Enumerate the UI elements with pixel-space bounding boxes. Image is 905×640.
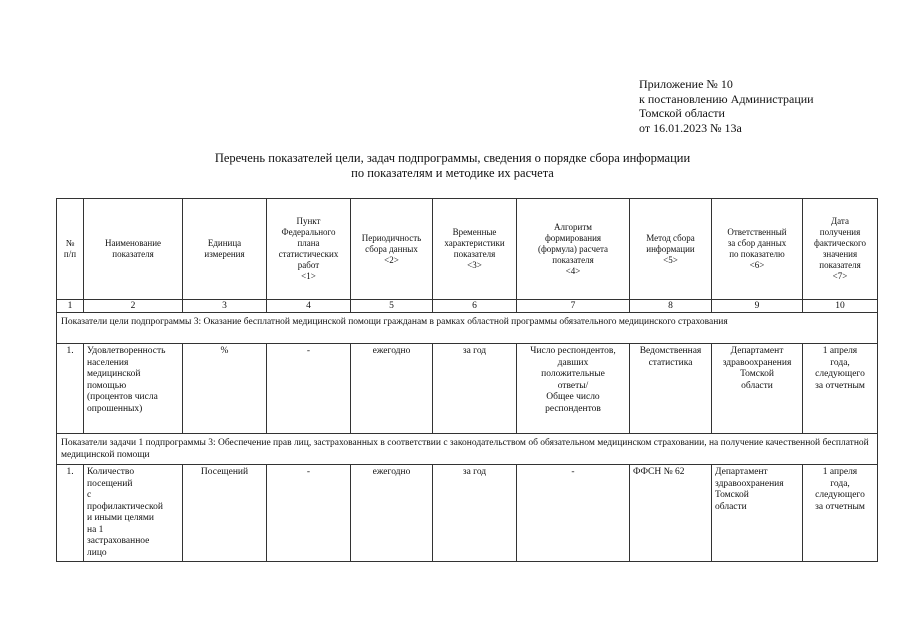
cell-line: посещений [87,478,133,489]
section-title: Показатели задачи 1 подпрограммы 3: Обеспечение прав лиц, застрахованных в соответствии с законодательством об обязательном медицинском страховании, на получение качественной бесплатной медицинской помощи [57,434,878,465]
cell-line: показателя [112,249,154,259]
indicator-name [84,465,183,562]
appendix-line: Томской области [639,106,725,120]
title-line: по показателям и методике их расчета [351,166,554,180]
period-cell: ежегодно [351,465,433,562]
cell-line: <1> [301,271,316,281]
cell-line: здравоохранения [722,357,792,368]
cell-line: получения [819,227,861,237]
cell-line: Ведомственная [639,346,702,356]
cell-line: за отчетным [815,380,865,391]
header-cell [57,199,84,300]
table-header-row [57,199,878,300]
row-number: 1. [57,465,84,562]
appendix-line: Приложение № 10 [639,77,733,91]
column-number: 4 [267,300,351,313]
cell-line: Департамент [715,467,768,477]
header-cell [712,199,803,300]
responsible-cell [712,465,803,562]
cell-line: 1 апреля [822,467,858,477]
cell-line: информации [646,243,695,254]
cell-line: Единица [207,238,242,248]
cell-line: Временные [452,227,497,237]
cell-line: формирования [544,232,602,243]
header-cell [803,199,878,300]
cell-line: плана [297,238,320,248]
section-row [57,313,878,344]
column-number: 2 [84,300,183,313]
cell-line: области [741,380,773,391]
appendix-line: от 16.01.2023 № 13а [639,120,742,135]
cell-line: года, [830,478,850,489]
header-cell [630,199,712,300]
indicator-name [84,344,183,434]
cell-line: Федерального [281,227,336,237]
column-number: 9 [712,300,803,313]
cell-line: Томской [740,369,774,379]
cell-line: Удовлетворенность [87,346,166,356]
cell-line: Число респондентов, [530,346,616,356]
unit-cell: Посещений [183,465,267,562]
column-numbers-row [57,300,878,313]
header-cell [351,199,433,300]
column-number: 6 [433,300,517,313]
period-cell: ежегодно [351,344,433,434]
column-number: 5 [351,300,433,313]
cell-line: <2> [384,254,399,265]
cell-line: Количество [87,467,135,477]
column-number: 7 [517,300,630,313]
cell-line: за сбор данных [727,238,787,248]
cell-line: лицо [87,547,107,558]
cell-line: опрошенных) [87,403,143,414]
cell-line: помощью [87,380,127,391]
cell-line: № [65,238,75,248]
cell-line: года, [830,357,850,368]
table-row [57,344,878,434]
cell-line: <7> [832,271,848,281]
header-cell [433,199,517,300]
date-cell [803,465,878,562]
cell-line: здравоохранения [715,478,784,489]
cell-line: населения [87,357,129,368]
cell-line: медицинской [87,369,141,379]
cell-line: Томской [715,490,749,500]
row-number: 1. [57,344,84,434]
column-number: 8 [630,300,712,313]
cell-line: <4> [565,265,581,276]
cell-line: с [87,490,92,500]
cell-line: Наименование [104,238,162,248]
cell-line: работ [297,260,320,270]
date-cell [803,344,878,434]
cell-line: Пункт [296,216,321,226]
method-cell [630,344,712,434]
cell-line: за отчетным [815,501,865,512]
responsible-cell [712,344,803,434]
cell-line: значения [822,249,858,259]
cell-line: респондентов [545,403,601,414]
cell-line: положительные [541,369,605,379]
cell-line: профилактической [87,501,163,512]
appendix-line: к постановлению Администрации [639,91,814,106]
column-number: 3 [183,300,267,313]
cell-line: следующего [815,369,865,379]
cell-line: и иными целями [87,513,154,523]
cell-line: <5> [663,254,678,265]
header-cell [84,199,183,300]
cell-line: по показателю [729,249,785,259]
cell-line: показателя [552,254,594,265]
cell-line: сбора данных [365,243,418,254]
cell-line: области [715,501,747,512]
cell-line: характеристики [444,238,505,248]
algorithm-cell: - [517,465,630,562]
algorithm-cell [517,344,630,434]
cell-line: фактического [814,238,866,248]
cell-line: статистических [278,249,339,259]
cell-line: (процентов числа [87,392,158,402]
appendix-block [639,77,814,135]
cell-line: 1 апреля [822,346,858,356]
header-cell [183,199,267,300]
cell-line: следующего [815,490,865,500]
cell-line: показателя [819,260,861,270]
cell-line: п/п [63,249,77,259]
cell-line: застрахованное [87,536,150,546]
column-number: 10 [803,300,878,313]
cell-line: Алгоритм [554,221,592,232]
unit-cell: % [183,344,267,434]
cell-line: Ответственный [727,227,787,237]
cell-line: (формула) расчета [537,243,609,254]
document-title [0,151,905,181]
plan-cell: - [267,344,351,434]
section-title: Показатели цели подпрограммы 3: Оказание бесплатной медицинской помощи гражданам в рамках областной программы обязательного медицинского страхования [57,313,878,344]
cell-line: показателя [453,249,496,259]
cell-line: Периодичность [361,232,422,243]
cell-line: измерения [204,249,245,259]
cell-line: на 1 [87,524,104,535]
header-cell [517,199,630,300]
cell-line: <3> [467,260,482,270]
method-cell: ФФСН № 62 [630,465,712,562]
column-number: 1 [57,300,84,313]
cell-line: Департамент [730,346,784,356]
cell-line: Метод сбора [646,232,695,243]
section-row [57,434,878,465]
cell-line: Дата [831,216,849,226]
plan-cell: - [267,465,351,562]
cell-line: ответы/ [557,380,589,391]
table-row [57,465,878,562]
header-cell [267,199,351,300]
time-cell: за год [433,344,517,434]
title-line: Перечень показателей цели, задач подпрограммы, сведения о порядке сбора информации [214,151,691,165]
cell-line: <6> [749,260,765,270]
time-cell: за год [433,465,517,562]
cell-line: статистика [648,357,693,368]
cell-line: давших [557,357,589,368]
indicators-table [56,198,878,562]
cell-line: Общее число [546,392,600,402]
